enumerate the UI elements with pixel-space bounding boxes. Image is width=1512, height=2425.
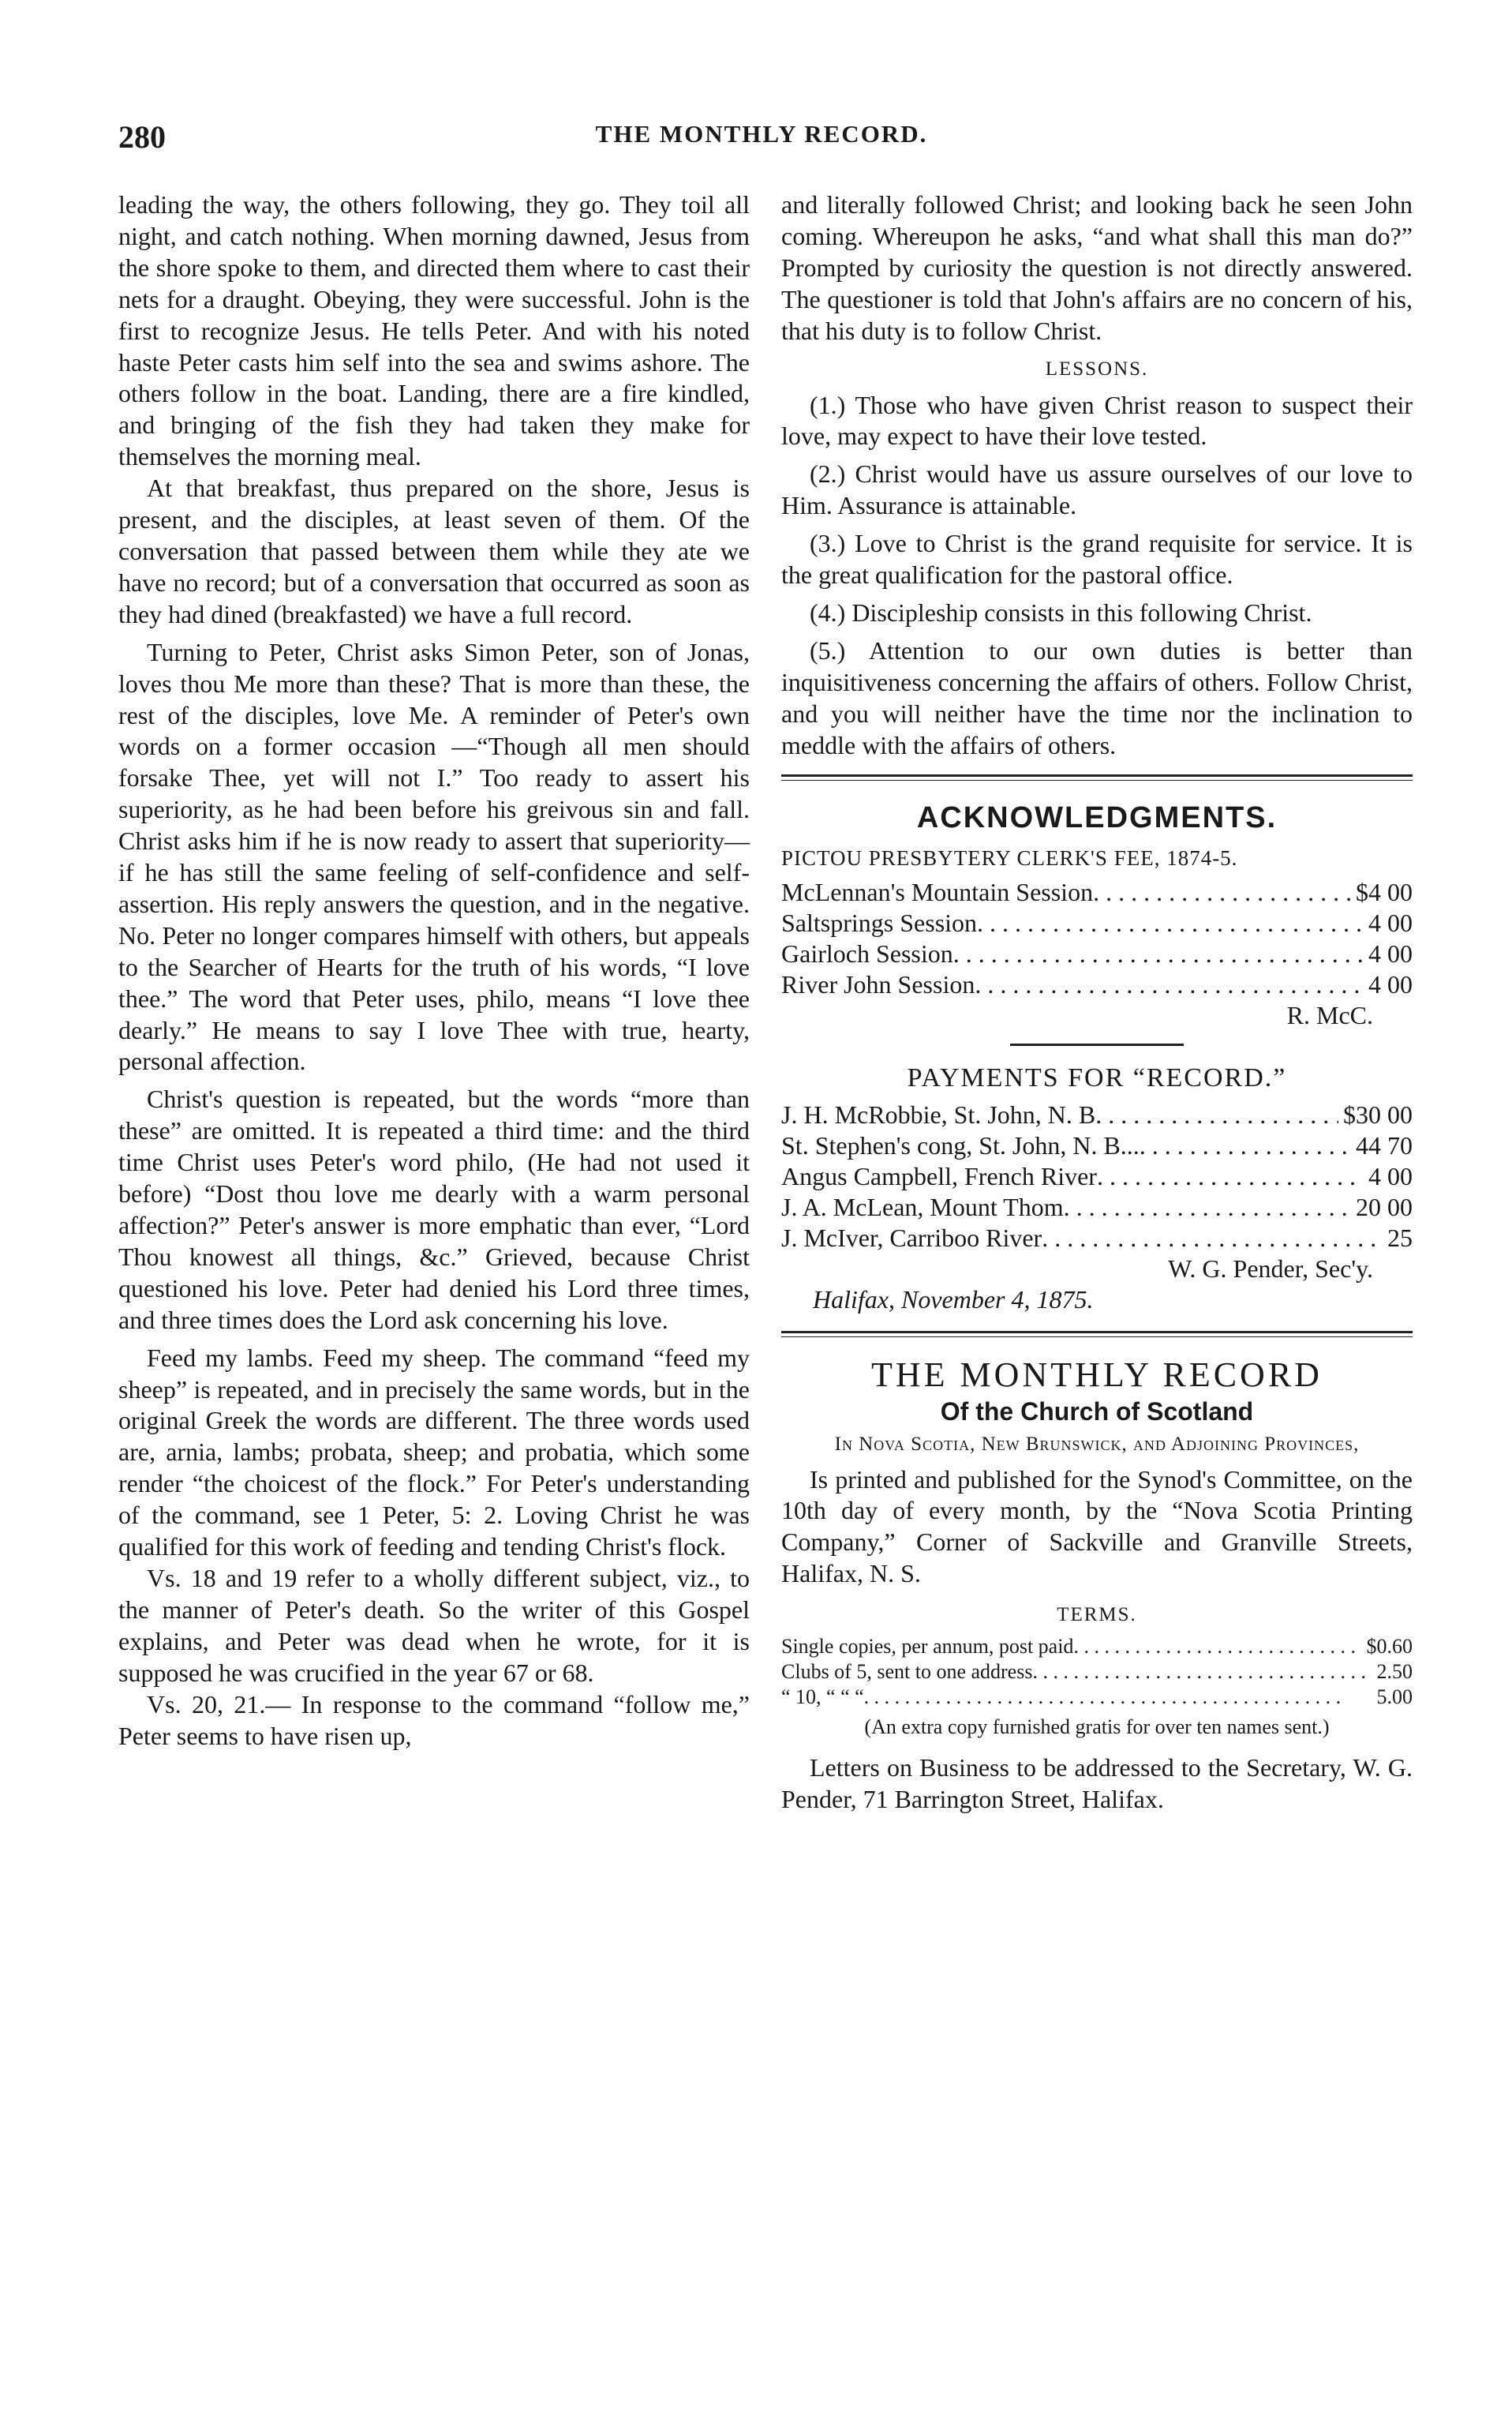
ack-entry bbox=[781, 939, 1413, 969]
acknowledgments-title: ACKNOWLEDGMENTS. bbox=[916, 800, 1278, 834]
payment-entry bbox=[781, 1130, 1413, 1161]
paragraph-question-repeated: Christ's question is repeated, but the words “more than these” are omitted. It is repeated a third time: and the third time Christ uses Peter's word philo, (He had not used it before) “Dost thou love me dearly with a warm personal affection?” Peter's answer is more emphatic than ever, “Lord Thou knowest all things, &c.” Grieved, because Christ questioned his love. Peter had denied his Lord three times, and three times does the Lord ask concerning his love. bbox=[118, 1085, 750, 1334]
ack-entry-amount: 4 00 bbox=[1368, 939, 1413, 968]
paragraph-turning-to-peter: Turning to Peter, Christ asks Simon Peter, son of Jonas, loves thou Me more than these? That is more than these, the rest of the disciples, love Me. A reminder of Peter's own words on a former occasion —“Though all men should forsake Thee, yet will not I.” Too ready to assert his superiority, as he had been before his greivous sin and fall. Christ asks him if he is now ready to assert that superiority—if he has still the same feeling of self-confidence and self-assertion. His reply answers the question, and in the negative. No. Peter no longer compares himself with others, but appeals to the Searcher of Hearts for the truth of his words, “I love thee.” The word that Peter uses, philo, means “I love thee dearly.” He means to say I love Thee with true, hearty, personal affection. bbox=[118, 637, 750, 1076]
payment-amount: 20 00 bbox=[1356, 1192, 1413, 1221]
leader-dots bbox=[1097, 1161, 1364, 1192]
terms-label: Clubs of 5, sent to one address bbox=[781, 1660, 1033, 1684]
payment-label: J. H. McRobbie, St. John, N. B bbox=[781, 1100, 1096, 1129]
ack-entry bbox=[781, 908, 1413, 939]
pictou-heading: PICTOU PRESBYTERY CLERK'S FEE, 1874-5. bbox=[781, 845, 1238, 870]
ack-entry-label: Saltsprings Session bbox=[781, 908, 978, 937]
letters-notice: Letters on Business to be addressed to the Secretary, W. G. Pender, 71 Barrington Street, Halifax. bbox=[781, 1753, 1413, 1814]
ack-entry-amount: 4 00 bbox=[1368, 969, 1413, 999]
section-divider bbox=[781, 774, 1413, 781]
ack-entry-label: McLennan's Mountain Session bbox=[781, 877, 1094, 906]
payment-label: J. A. McLean, Mount Thom bbox=[781, 1192, 1064, 1221]
leader-dots bbox=[1093, 877, 1351, 908]
terms-label: “ 10, “ “ “ bbox=[781, 1685, 864, 1709]
lesson-item: (5.) Attention to our own duties is better than inquisitiveness concerning the affairs of others. Follow Christ, and you will neither have the time nor the inclination to meddle with the affairs of others. bbox=[781, 635, 1413, 759]
leader-dots bbox=[1042, 1223, 1383, 1254]
leader-dots bbox=[1140, 1130, 1351, 1161]
payment-amount: $30 00 bbox=[1343, 1100, 1413, 1129]
payment-amount: 25 bbox=[1387, 1223, 1413, 1252]
ack-entry-label: River John Session bbox=[781, 969, 975, 999]
terms-row bbox=[781, 1685, 1413, 1710]
leader-dots bbox=[953, 939, 1364, 969]
leader-dots bbox=[975, 969, 1364, 1000]
ack-entry bbox=[781, 877, 1413, 908]
ack-signature: R. McC. bbox=[1286, 1000, 1373, 1029]
payment-amount: 44 70 bbox=[1356, 1130, 1413, 1160]
payment-amount: 4 00 bbox=[1368, 1161, 1413, 1190]
paragraph-feed-my-lambs: Feed my lambs. Feed my sheep. The command “feed my sheep” is repeated, and in precisely the same words, but in the original Greek the words are different. The three words used are, arnia, lambs; probata, sheep; and probatia, which some render “the choicest of the flock.” For Peter's understanding of the command, see 1 Peter, 5: 2. Loving Christ he was qualified for this work of feeding and tending Christ's flock. bbox=[118, 1343, 750, 1561]
lesson-item: (1.) Those who have given Christ reason to suspect their love, may expect to have their love tested. bbox=[781, 390, 1413, 451]
monthly-record-subtitle: Of the Church of Scotland bbox=[940, 1396, 1254, 1426]
terms-price: 2.50 bbox=[1376, 1660, 1413, 1684]
terms-heading: TERMS. bbox=[1057, 1604, 1137, 1626]
terms-note: (An extra copy furnished gratis for over ten names sent.) bbox=[864, 1715, 1330, 1739]
running-head: THE MONTHLY RECORD. bbox=[595, 120, 928, 148]
paragraph-fishing: leading the way, the others following, they go. They toil all night, and catch nothing. When morning dawned, Jesus from the shore spoke to them, and directed them where to cast their nets for a draught. Obeying, they were successful. John is the first to recognize Jesus. He tells Peter. And with his noted haste Peter casts him self into the sea and swims ashore. The others follow in the boat. Landing, there are a fire kindled, and bringing of the fish they had taken they make for themselves the morning meal. bbox=[118, 190, 750, 471]
leader-dots bbox=[1032, 1659, 1372, 1685]
payment-entry bbox=[781, 1161, 1413, 1192]
section-divider bbox=[781, 1331, 1413, 1337]
terms-row bbox=[781, 1659, 1413, 1685]
ack-entry-amount: 4 00 bbox=[1368, 908, 1413, 937]
terms-price: 5.00 bbox=[1376, 1685, 1413, 1709]
ack-entry bbox=[781, 969, 1413, 1000]
lesson-item: (4.) Discipleship consists in this following Christ. bbox=[810, 598, 1312, 627]
payment-label: J. McIver, Carriboo River bbox=[781, 1223, 1042, 1252]
leader-dots bbox=[1064, 1192, 1351, 1223]
payment-label: St. Stephen's cong, St. John, N. B... bbox=[781, 1130, 1140, 1160]
terms-price: $0.60 bbox=[1366, 1635, 1413, 1659]
short-divider bbox=[1010, 1044, 1184, 1046]
leader-dots bbox=[977, 908, 1364, 939]
leader-dots bbox=[1073, 1634, 1361, 1659]
left-column bbox=[118, 189, 750, 1752]
payment-entry bbox=[781, 1100, 1413, 1130]
monthly-record-title: THE MONTHLY RECORD bbox=[871, 1355, 1323, 1394]
payments-title: PAYMENTS FOR “RECORD.” bbox=[907, 1063, 1287, 1093]
payment-entry bbox=[781, 1192, 1413, 1223]
page-header bbox=[118, 118, 1405, 166]
paragraph-vs-18-19: Vs. 18 and 19 refer to a wholly different subject, viz., to the manner of Peter's death. So the writer of this Gospel explains, and Peter was dead when he wrote, for it is supposed he was crucified in the year 67 or 68. bbox=[118, 1563, 750, 1687]
monthly-record-provinces: In Nova Scotia, New Brunswick, and Adjoining Provinces, bbox=[834, 1433, 1360, 1455]
lesson-item: (3.) Love to Christ is the grand requisite for service. It is the great qualification for the pastoral office. bbox=[781, 529, 1413, 590]
payment-entry bbox=[781, 1223, 1413, 1254]
leader-dots bbox=[864, 1685, 1372, 1710]
terms-label: Single copies, per annum, post paid bbox=[781, 1635, 1074, 1659]
lessons-heading: LESSONS. bbox=[1045, 358, 1149, 380]
ack-entry-amount: $4 00 bbox=[1356, 877, 1413, 906]
right-column bbox=[781, 189, 1413, 1816]
terms-row bbox=[781, 1634, 1413, 1659]
lesson-item: (2.) Christ would have us assure ourselves of our love to Him. Assurance is attainable. bbox=[781, 459, 1413, 520]
leader-dots bbox=[1095, 1100, 1338, 1130]
paragraph-vs-20-21: Vs. 20, 21.— In response to the command “follow me,” Peter seems to have risen up, bbox=[118, 1689, 750, 1750]
paragraph-breakfast: At that breakfast, thus prepared on the shore, Jesus is present, and the disciples, at least seven of them. Of the conversation that passed between them while they ate we have no record; but of a conversation that occurred as soon as they had dined (breakfasted) we have a full record. bbox=[118, 474, 750, 628]
ack-entry-label: Gairloch Session bbox=[781, 939, 953, 968]
monthly-record-body: Is printed and published for the Synod's Committee, on the 10th day of every month, by the “Nova Scotia Printing Company,” Corner of Sackville and Granville Streets, Halifax, N. S. bbox=[781, 1464, 1413, 1588]
paragraph-continuation: and literally followed Christ; and looking back he seen John coming. Whereupon he asks, “and what shall this man do?” Prompted by curiosity the question is not directly answered. The questioner is told that John's affairs are no concern of his, that his duty is to follow Christ. bbox=[781, 190, 1413, 345]
payments-date: Halifax, November 4, 1875. bbox=[813, 1284, 1094, 1314]
page-number: 280 bbox=[118, 119, 166, 155]
payment-label: Angus Campbell, French River bbox=[781, 1161, 1097, 1190]
payments-signature: W. G. Pender, Sec'y. bbox=[1168, 1254, 1373, 1283]
